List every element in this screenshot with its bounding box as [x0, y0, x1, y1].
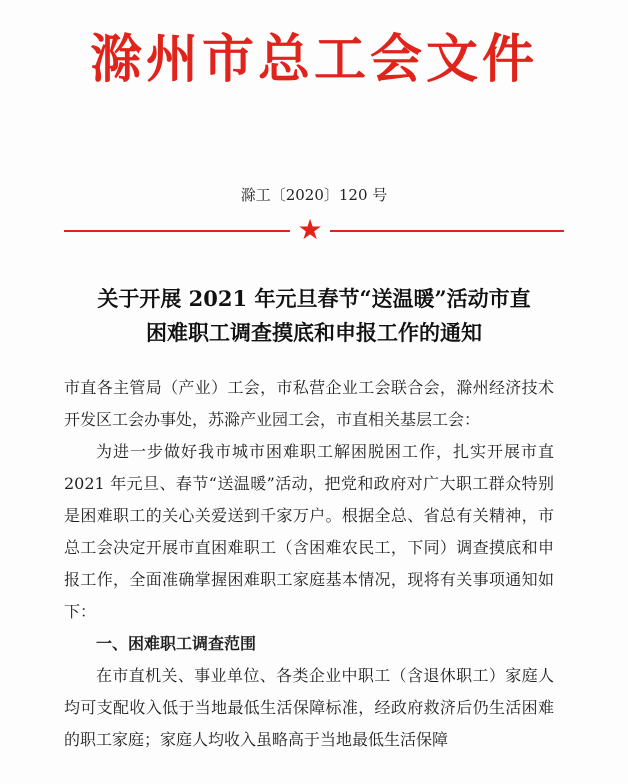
notice-title-line-2: 困难职工调查摸底和申报工作的通知: [146, 320, 482, 345]
red-star-icon: ★: [297, 213, 323, 246]
notice-title: [50, 282, 578, 350]
notice-title-line-1: 关于开展 2021 年元旦春节“送温暖”活动市直: [97, 286, 531, 311]
document-header-title: 滁州市总工会文件: [89, 29, 538, 90]
document-number: 滁工〔2020〕120 号: [240, 186, 388, 204]
salutation: 市直各主管局（产业）工会，市私营企业工会联合会，滁州经济技术开发区工会办事处，苏滁产业园工会，市直相关基层工会：: [64, 378, 554, 429]
red-rule-left: [64, 230, 290, 232]
notice-body: [64, 372, 554, 756]
paragraph-scope: 在市直机关、事业单位、各类企业中职工（含退休职工）家庭人均可支配收入低于当地最低生活保障标准，经政府救济后仍生活困难的职工家庭；家庭人均收入虽略高于当地最低生活保障: [64, 666, 554, 749]
section-heading-1: 一、困难职工调查范围: [96, 634, 257, 653]
red-rule-right: [330, 230, 564, 232]
paragraph-intro: 为进一步做好我市城市困难职工解困脱困工作，扎实开展市直 2021 年元旦、春节“送温暖”活动，把党和政府对广大职工群众特别是困难职工的关心关爱送到千家万户。根据全总、省总有关精神，市总工会决定开展市直困难职工（含困难农民工，下同）调查摸底和申报工作，全面准确掌握困难职工家庭基本情况，现将有关事项通知如下：: [64, 442, 554, 621]
